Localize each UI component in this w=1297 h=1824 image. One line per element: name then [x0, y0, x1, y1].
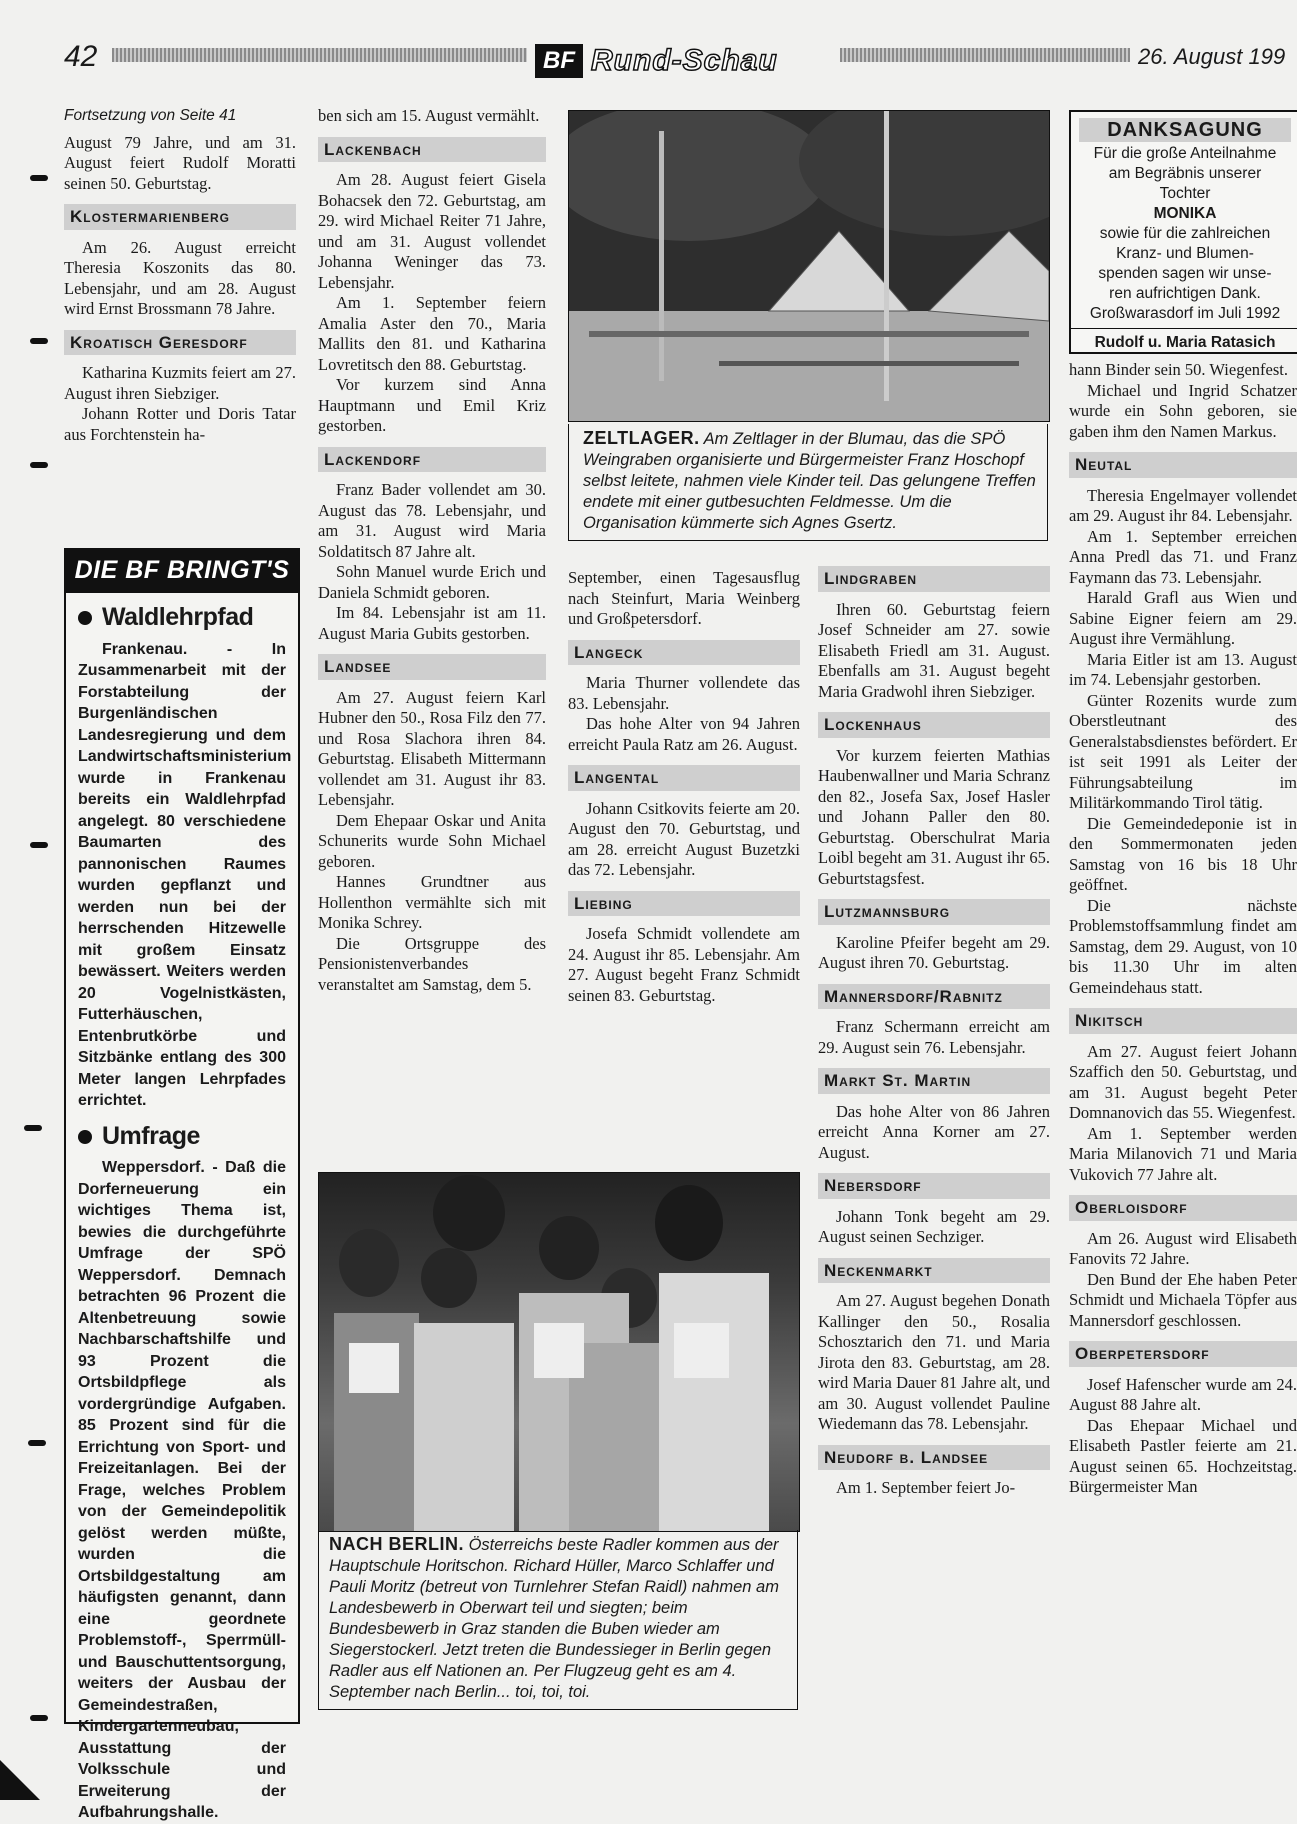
paragraph: Am 27. August feiert Johann Szaffich den 50. Geburtstag, und am 31. August begeht Peter Domnanovich das 55. Wiegenfest.	[1069, 1041, 1297, 1122]
paragraph: Am 27. August begehen Donath Kallinger den 50., Rosalia Schosztarich den 71. und Maria Jirota den 83. Geburtstag, am 28. wird Maria Dauer 81 Jahre alt, und am 30. August vollendet Pauline Wiedemann das 78. Lebensjahr.	[818, 1291, 1050, 1433]
heading-lackenbach: Lackenbach	[318, 137, 546, 163]
danksagung-notice	[1069, 110, 1297, 354]
paragraph: Maria Eitler ist am 13. August im 74. Lebensjahr gestorben.	[1069, 649, 1297, 689]
paragraph: Am 28. August feiert Gisela Bohacsek den 72. Geburtstag, am 29. wird Michael Reiter 71 Jahre, und am 31. August vollendet Johanna Weninger das 73. Lebensjahr.	[318, 170, 546, 292]
heading-nikitsch: Nikitsch	[1069, 1008, 1297, 1034]
heading-neutal: Neutal	[1069, 452, 1297, 478]
caption-title: NACH BERLIN.	[329, 1534, 464, 1554]
paragraph: Hannes Grundtner aus Hollenthon vermählte sich mit Monika Schrey.	[318, 872, 546, 932]
corner-shadow	[0, 1760, 40, 1800]
heading-langeck: Langeck	[568, 640, 800, 666]
issue-date: 26. August 199	[1138, 44, 1286, 69]
paragraph: Johann Rotter und Doris Tatar aus Forchtenstein ha-	[64, 404, 296, 444]
continued-note: Fortsetzung von Seite 41	[64, 107, 237, 124]
column-4	[818, 562, 1050, 1499]
paragraph: Katharina Kuzmits feiert am 27. August ihren Siebziger.	[64, 363, 296, 403]
paragraph: September, einen Tagesausflug nach Steinfurt, Maria Weinberg und Großpetersdorf.	[568, 568, 800, 628]
heading-klostermarienberg: Klostermarienberg	[64, 204, 296, 230]
danksagung-signature: Rudolf u. Maria Ratasich	[1071, 328, 1297, 353]
paragraph: Die nächste Problemstoffsammlung findet am Samstag, dem 29. August, von 10 bis 11.30 Uhr im alten Gemeindehaus statt.	[1069, 895, 1297, 997]
heading-lindgraben: Lindgraben	[818, 566, 1050, 592]
cyclists-group-illustration	[319, 1173, 799, 1531]
rundschau-logo: Rund-Schau	[591, 44, 778, 77]
caption-text: Am Zeltlager in der Blumau, das die SPÖ Weingraben organisierte und Bürgermeister Franz Hoschopf selbst leitete, nahmen viele Kinder teil. Das gelungene Treffen endete mit einer gutbesuchten Feldmesse. Um die Organisation kümmerte sich Agnes Gsertz.	[583, 430, 1036, 532]
paragraph: Am 1. September feiern Amalia Aster den 70., Maria Mallits den 81. und Katharina Lovretitsch den 88. Geburtstag.	[318, 293, 546, 374]
paragraph: hann Binder sein 50. Wiegenfest.	[1069, 360, 1288, 379]
heading-liebing: Liebing	[568, 891, 800, 917]
danksagung-line: Kranz- und Blumen-	[1116, 245, 1254, 262]
binder-mark	[28, 1440, 46, 1446]
danksagung-line: ren aufrichtigen Dank.	[1109, 285, 1261, 302]
danksagung-line: am Begräbnis unserer	[1108, 165, 1262, 182]
paragraph: Dem Ehepaar Oskar und Anita Schunerits wurde Sohn Michael geboren.	[318, 810, 546, 871]
heading-kroatisch-geresdorf: Kroatisch Geresdorf	[64, 330, 296, 356]
paragraph: Maria Thurner vollendete das 83. Lebensjahr.	[568, 673, 800, 713]
paragraph: Karoline Pfeifer begeht am 29. August ihren 70. Geburtstag.	[818, 932, 1050, 972]
paragraph: Sohn Manuel wurde Erich und Daniela Schmidt geboren.	[318, 562, 546, 602]
bf-logo: BF	[535, 44, 583, 78]
bf-bringts-title: DIE BF BRINGT'S	[66, 550, 298, 593]
danksagung-line: sowie für die zahlreichen	[1099, 225, 1271, 242]
paragraph: Michael und Ingrid Schatzer wurde ein Sohn geboren, sie gaben ihm den Namen Markus.	[1069, 380, 1297, 441]
bf-paragraph: Frankenau. - In Zusammenarbeit mit der Forstabteilung der Burgenländischen Landesregierung und dem Landwirtschaftsministerium wurde in Frankenau bereits ein Waldlehrpfad angelegt. 80 verschiedene Baumarten des pannonischen Raumes wurden gepflanzt und werden nun bei der herrschenden Hitzewelle mit großem Einsatz bewässert. Weiters werden 20 Vogelnistkästen, Futterhäuschen, Entenbrutkörbe und Sitzbänke entlang des 300 Meter langen Lehrpfades errichtet.	[78, 640, 292, 1109]
paragraph: Vor kurzem sind Anna Hauptmann und Emil Kriz gestorben.	[318, 375, 546, 435]
bf-heading-waldlehrpfad: Waldlehrpfad	[78, 607, 286, 629]
paragraph: ben sich am 15. August vermählt.	[318, 106, 540, 125]
paragraph: Am 26. August erreicht Theresia Koszonits das 80. Lebensjahr, und am 28. August wird Ernst Brossmann 78 Jahre.	[64, 237, 296, 318]
zeltlager-photo	[568, 110, 1050, 422]
danksagung-line: Großwarasdorf im Juli 1992	[1089, 305, 1281, 322]
paragraph: Theresia Engelmayer vollendet am 29. August ihr 84. Lebensjahr.	[1069, 485, 1297, 525]
bullet-icon	[78, 1130, 92, 1144]
zeltlager-caption	[568, 424, 1048, 541]
heading-nebersdorf: Nebersdorf	[818, 1173, 1050, 1199]
bf-bringts-content	[66, 603, 298, 1824]
paragraph: Im 84. Lebensjahr ist am 11. August Maria Gubits gestorben.	[318, 603, 546, 643]
heading-langental: Langental	[568, 765, 800, 791]
bullet-icon	[78, 611, 92, 625]
binder-mark	[30, 842, 48, 848]
paragraph: Harald Grafl aus Wien und Sabine Eigner feiern am 29. August ihre Vermählung.	[1069, 588, 1297, 648]
paragraph: August 79 Jahre, und am 31. August feiert Rudolf Moratti seinen 50. Geburtstag.	[64, 132, 296, 193]
paragraph: Am 1. September erreichen Anna Predl das 71. und Franz Faymann das 73. Lebensjahr.	[1069, 526, 1297, 587]
binder-mark	[30, 1715, 48, 1721]
paragraph: Das hohe Alter von 94 Jahren erreicht Paula Ratz am 26. August.	[568, 714, 800, 754]
heading-oberloisdorf: Oberloisdorf	[1069, 1195, 1297, 1221]
paragraph: Das hohe Alter von 86 Jahren erreicht Anna Korner am 27. August.	[818, 1101, 1050, 1162]
paragraph: Josef Hafenscher wurde am 24. August 88 Jahre alt.	[1069, 1374, 1297, 1414]
binder-mark	[30, 338, 48, 344]
paragraph: Ihren 60. Geburtstag feiern Josef Schneider am 27. sowie Elisabeth Friedl am 31. August. Ebenfalls am 31. August begeht Maria Gradwohl ihren Siebziger.	[818, 599, 1050, 701]
heading-lockenhaus: Lockenhaus	[818, 712, 1050, 738]
bf-heading-umfrage: Umfrage	[78, 1126, 286, 1148]
heading-oberpetersdorf: Oberpetersdorf	[1069, 1341, 1297, 1367]
bf-bringts-box	[64, 548, 300, 1821]
danksagung-title: DANKSAGUNG	[1079, 118, 1291, 142]
heading-mannersdorf-rabnitz: Mannersdorf/Rabnitz	[818, 984, 1050, 1010]
column-5	[1069, 360, 1297, 1720]
heading-neudorf-b-landsee: Neudorf b. Landsee	[818, 1445, 1050, 1471]
paragraph: Franz Bader vollendet am 30. August das 78. Lebensjahr, und am 31. August wird Maria Soldatitsch 87 Jahre alt.	[318, 480, 546, 561]
paragraph: Am 1. September werden Maria Milanovich 71 und Maria Vukovich 77 Jahre alt.	[1069, 1123, 1297, 1184]
header-rule-right	[840, 48, 1130, 62]
nach-berlin-caption	[318, 1530, 798, 1710]
heading-lutzmannsburg: Lutzmannsburg	[818, 899, 1050, 925]
column-1	[64, 106, 296, 445]
danksagung-line: Tochter	[1159, 185, 1211, 202]
header-rule-left	[112, 48, 527, 62]
column-2	[318, 106, 546, 995]
danksagung-line: Für die große Anteilnahme	[1093, 145, 1277, 162]
caption-title: ZELTLAGER.	[583, 428, 700, 448]
tent-camp-illustration	[569, 111, 1049, 421]
binder-mark	[30, 175, 48, 181]
binder-mark	[24, 1125, 42, 1131]
page-number: 42	[64, 40, 98, 73]
paragraph: Die Ortsgruppe des Pensionistenverbandes veranstaltet am Samstag, dem 5.	[318, 933, 546, 994]
caption-text: Österreichs beste Radler kommen aus der Hauptschule Horitschon. Richard Hüller, Marco Schlaffer und Pauli Moritz (betreut von Turnlehrer Stefan Raidl) nahmen am Landesbewerb in Oberwart teil und siegten; beim Bundesbewerb in Graz standen die Buben wieder am Siegerstockerl. Jetzt treten die Bundessieger in Berlin gegen Radler aus elf Nationen an. Per Flugzeug geht es am 4. September nach Berlin... toi, toi, toi.	[329, 1536, 779, 1701]
paragraph: Günter Rozenits wurde zum Oberstleutnant des Generalstabsdienstes befördert. Er ist seit 1991 als Leiter der Führungsabteilung im Militärkommando Tirol tätig.	[1069, 690, 1297, 812]
column-3	[568, 568, 800, 1006]
heading-landsee: Landsee	[318, 654, 546, 680]
paragraph: Johann Csitkovits feierte am 20. August den 70. Geburtstag, und am 28. erreicht August Buzetzki das 72. Lebensjahr.	[568, 798, 800, 879]
paragraph: Franz Schermann erreicht am 29. August sein 76. Lebensjahr.	[818, 1017, 1050, 1057]
paragraph: Die Gemeindedeponie ist in den Sommermonaten jeden Samstag von 16 bis 18 Uhr geöffnet.	[1069, 813, 1297, 894]
heading-neckenmarkt: Neckenmarkt	[818, 1258, 1050, 1284]
bf-paragraph: Weppersdorf. - Daß die Dorferneuerung ein wichtiges Thema ist, bewies die durchgeführte Umfrage der SPÖ Weppersdorf. Demnach betrachten 96 Prozent die Altenbetreuung sowie Nachbarschaftshilfe und 93 Prozent die Ortsbildpflege als vordergründige Aufgaben. 85 Prozent sind für die Errichtung von Sport- und Freizeitanlagen. Bei der Frage, welches Problem von der Gemeindepolitik gelöst werden müßte, wurden die Ortsbildgestaltung am häufigsten genannt, dann eine geordnete Problemstoff-, Sperrmüll- und Bauschuttentsorgung, weiters der Ausbau der Gemeindestraßen, Kindergartenneubau, Ausstattung der Volksschule und Erweiterung der Aufbahrungshalle.	[78, 1159, 286, 1821]
paragraph: Vor kurzem feierten Mathias Haubenwallner und Maria Schranz den 82., Josefa Sax, Josef Hasler und Johann Paller den 80. Geburtstag. Oberschulrat Maria Loibl begeht am 31. August ihr 65. Geburtstagsfest.	[818, 745, 1050, 888]
danksagung-line: spenden sagen wir unse-	[1098, 265, 1272, 282]
masthead-logo	[535, 44, 835, 80]
heading-lackendorf: Lackendorf	[318, 447, 546, 473]
danksagung-name: MONIKA	[1153, 205, 1217, 222]
paragraph: Josefa Schmidt vollendete am 24. August ihr 85. Lebensjahr. Am 27. August begeht Franz Schmidt seinen 83. Geburtstag.	[568, 924, 800, 1005]
nach-berlin-photo	[318, 1172, 800, 1532]
paragraph: Am 26. August wird Elisabeth Fanovits 72 Jahre.	[1069, 1228, 1297, 1268]
heading-markt-st-martin: Markt St. Martin	[818, 1068, 1050, 1094]
paragraph: Am 27. August feiern Karl Hubner den 50., Rosa Filz den 77. und Rosa Slachora ihren 84. Geburtstag. Elisabeth Mittermann vollendet am 31. August ihr 83. Lebensjahr.	[318, 687, 546, 809]
paragraph: Das Ehepaar Michael und Elisabeth Pastler feierte am 21. August seinen 65. Hochzeitstag. Bürgermeister Man	[1069, 1415, 1297, 1496]
paragraph: Am 1. September feiert Jo-	[836, 1478, 1016, 1497]
paragraph: Den Bund der Ehe haben Peter Schmidt und Michaela Töpfer aus Mannersdorf geschlossen.	[1069, 1269, 1297, 1330]
binder-mark	[30, 462, 48, 468]
paragraph: Johann Tonk begeht am 29. August seinen Sechziger.	[818, 1206, 1050, 1246]
